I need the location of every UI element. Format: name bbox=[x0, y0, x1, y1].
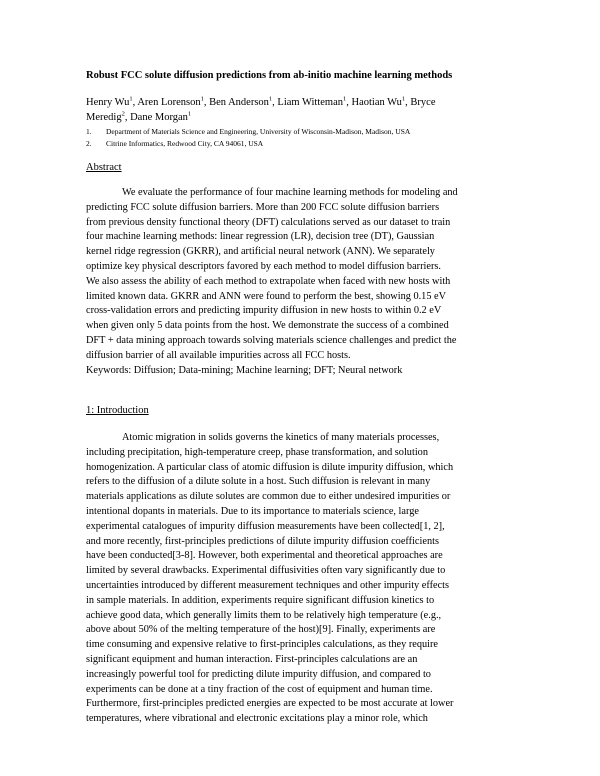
author: Ben Anderson bbox=[209, 97, 269, 108]
introduction-line: time consuming and expensive relative to first-principles calculations, as they require bbox=[86, 639, 438, 651]
author-affiliation-mark: 1 bbox=[200, 95, 204, 103]
author-affiliation-mark: 1 bbox=[129, 95, 133, 103]
introduction-line: refers to the diffusion of a dilute solute in a host. Such diffusion is relevant in many bbox=[86, 476, 431, 488]
abstract-line: diffusion barrier of all available impurities across all FCC hosts. bbox=[86, 349, 351, 361]
abstract-heading: Abstract bbox=[86, 162, 122, 173]
author: Bryce bbox=[410, 97, 436, 108]
introduction-line: experimental catalogues of impurity diffusion measurements have been collected[1, 2], bbox=[86, 520, 445, 532]
affiliation-1 bbox=[86, 126, 526, 137]
abstract-line: cross-validation errors and predicting impurity diffusion in new hosts to within 0.2 eV bbox=[86, 305, 442, 317]
introduction-line: Atomic migration in solids governs the kinetics of many materials processes, bbox=[122, 432, 440, 443]
abstract-line: We evaluate the performance of four machine learning methods for modeling and bbox=[122, 187, 458, 198]
abstract-body bbox=[86, 186, 513, 364]
introduction-line: homogenization. A particular class of atomic diffusion is dilute impurity diffusion, which bbox=[86, 461, 454, 473]
introduction-line: Furthermore, first-principles predicted energies are expected to be most accurate at lower bbox=[86, 698, 454, 710]
author-separator: , bbox=[203, 97, 210, 108]
paper-title: Robust FCC solute diffusion predictions from ab-initio machine learning methods bbox=[86, 70, 453, 81]
affiliation-number: 1. bbox=[86, 127, 92, 136]
author: Meredig bbox=[86, 112, 122, 123]
keywords-line: Keywords: Diffusion; Data-mining; Machine learning; DFT; Neural network bbox=[86, 365, 403, 376]
author-affiliation-mark: 1 bbox=[187, 110, 192, 118]
abstract-line: DFT + data mining approach towards solving materials science challenges and predict the bbox=[86, 334, 457, 346]
author-line-2 bbox=[86, 110, 516, 125]
introduction-line: increasingly powerful tool for predicting dilute impurity diffusion, and compared to bbox=[86, 668, 431, 680]
author-separator: , bbox=[124, 112, 131, 123]
introduction-line: limited by several drawbacks. Experimental diffusivities often vary significantly due to bbox=[86, 565, 446, 577]
introduction-line: uncertainties introduced by different measurement techniques and other impurity effects bbox=[86, 579, 450, 591]
author-separator: , bbox=[272, 97, 278, 108]
introduction-line: intentional dopants in materials. Due to its importance to materials science, large bbox=[86, 505, 419, 517]
author-list bbox=[86, 95, 516, 125]
author: Liam Witteman bbox=[277, 97, 343, 108]
introduction-line: above about 50% of the melting temperature of the host)[9]. Finally, experiments are bbox=[86, 624, 436, 636]
introduction-line: including precipitation, high-temperature creep, phase transformation, and solution bbox=[86, 446, 428, 458]
affiliation-text: Citrine Informatics, Redwood City, CA 94061, USA bbox=[106, 139, 264, 148]
introduction-line: significant equipment and human interaction. First-principles calculations are an bbox=[86, 653, 418, 665]
author-separator: , bbox=[132, 97, 138, 108]
introduction-heading: 1: Introduction bbox=[86, 405, 149, 416]
author: Aren Lorenson bbox=[137, 97, 201, 108]
introduction-line: and more recently, first-principles predictions of dilute impurity diffusion coefficients bbox=[86, 535, 439, 547]
author-separator: , bbox=[405, 97, 411, 108]
introduction-line: materials applications as dilute solutes are common due to either undesired impurities or bbox=[86, 491, 451, 503]
introduction-line: temperatures, where vibrational and electronic excitations play a minor role, which bbox=[86, 713, 428, 725]
introduction-body bbox=[86, 431, 513, 727]
abstract-line: from previous density functional theory (DFT) calculations served as our dataset to train bbox=[86, 216, 451, 228]
abstract-line: We also assess the ability of each method to extrapolate when faced with new hosts with bbox=[86, 275, 451, 287]
abstract-line: predicting FCC solute diffusion barriers. More than 200 FCC solute diffusion barriers bbox=[86, 201, 440, 213]
author: Henry Wu bbox=[86, 97, 130, 108]
author-separator: , bbox=[346, 97, 352, 108]
author: Haotian Wu bbox=[351, 97, 402, 108]
abstract-line: kernel ridge regression (GKRR), and artificial neural network (ANN). We separately bbox=[86, 246, 435, 258]
introduction-line: have been conducted[3-8]. However, both experimental and theoretical approaches are bbox=[86, 550, 443, 562]
affiliation-text: Department of Materials Science and Engineering, University of Wisconsin-Madison, Madison, USA bbox=[106, 127, 411, 136]
abstract-line: limited known data. GKRR and ANN were found to perform the best, showing 0.15 eV bbox=[86, 290, 447, 302]
author-affiliation-mark: 1 bbox=[401, 95, 406, 103]
introduction-line: in sample materials. In addition, experiments require significant diffusion kinetics to bbox=[86, 594, 435, 606]
introduction-line: achieve good data, which generally limits them to be relatively high temperature (e.g., bbox=[86, 609, 442, 621]
abstract-line: four machine learning methods: linear regression (LR), decision tree (DT), Gaussian bbox=[86, 231, 435, 243]
author-line-1 bbox=[86, 95, 516, 110]
author-affiliation-mark: 1 bbox=[268, 95, 273, 103]
author: Dane Morgan bbox=[130, 112, 188, 123]
abstract-line: optimize key physical descriptors favored by each method to model diffusion barriers. bbox=[86, 260, 441, 272]
author-affiliation-mark: 2 bbox=[121, 110, 125, 118]
introduction-line: experiments can be done at a tiny fraction of the cost of equipment and human time. bbox=[86, 683, 433, 695]
affiliation-number: 2. bbox=[86, 139, 92, 148]
author-affiliation-mark: 1 bbox=[343, 95, 347, 103]
affiliation-2 bbox=[86, 138, 526, 149]
abstract-line: when given only 5 data points from the host. We demonstrate the success of a combined bbox=[86, 320, 449, 332]
